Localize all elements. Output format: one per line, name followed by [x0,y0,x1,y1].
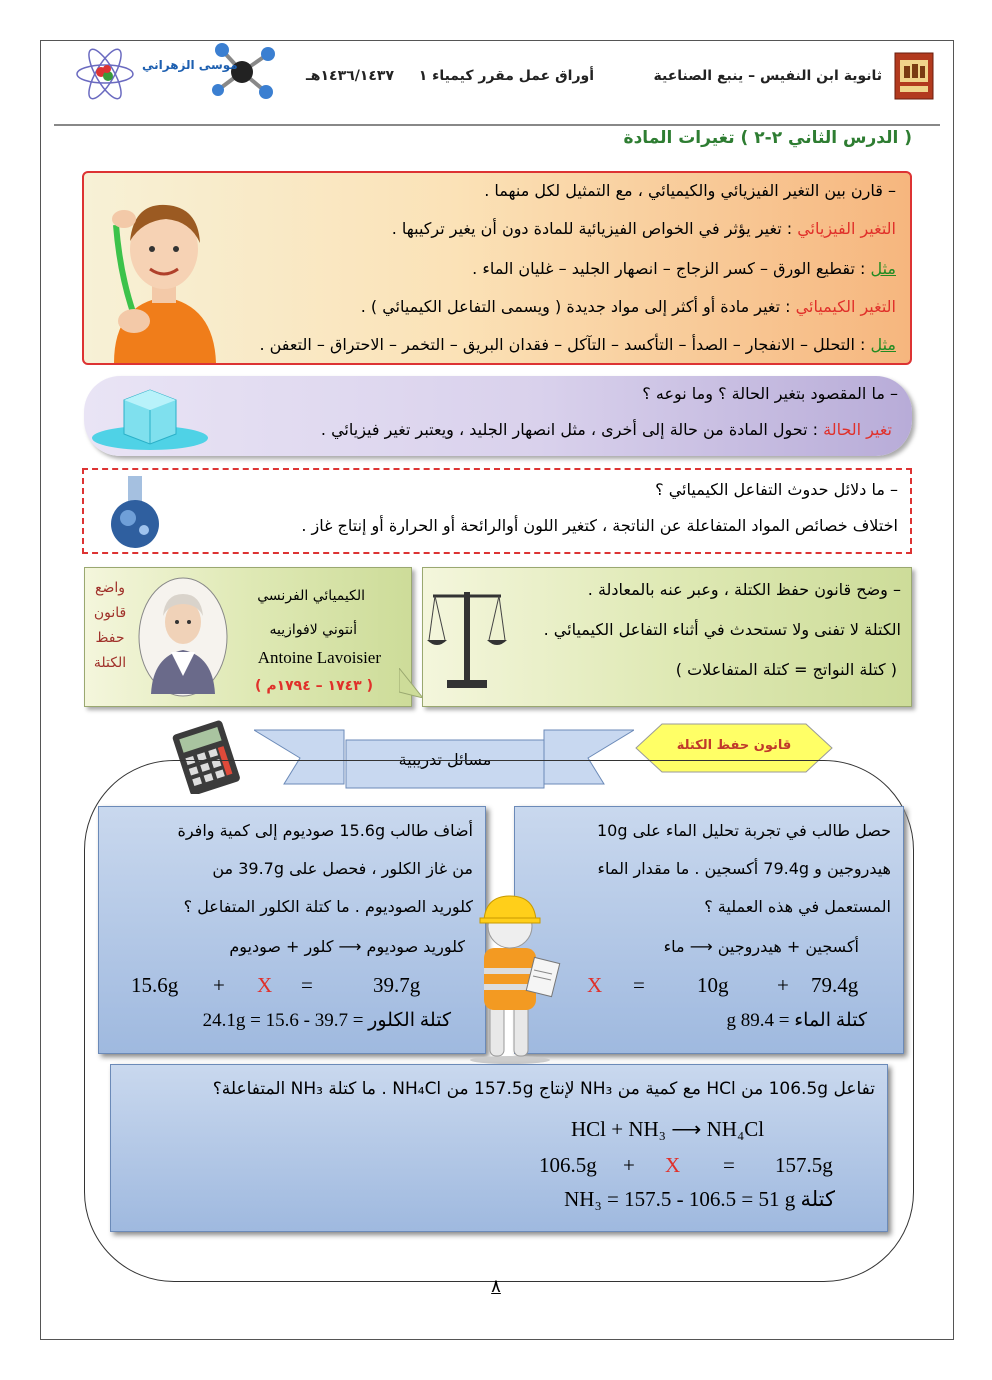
header-author: موسى الزهراني [142,58,238,72]
practice-banner-text: مسائل تدريبية [398,750,492,769]
page-header [54,52,940,124]
side-word-2: قانون [93,605,127,621]
chemical-examples-line [259,335,896,354]
side-word-1: واضع [95,580,125,596]
problem1-box [514,806,904,1054]
school-logo [894,52,934,100]
physical-def: : تغير يؤثر في الخواص الفيزيائية للمادة دون أن يغير تركيبها . [391,219,798,238]
header-divider [54,124,940,126]
problem1-line1: حصل طالب في تجربة تحليل الماء على 10g [597,821,891,840]
atom-icon [74,46,136,102]
callout-tail [399,668,423,698]
law-statement: الكتلة لا تفنى ولا تستحدث في أثناء التفاعل الكيميائي . [543,620,901,639]
lavoisier-box [84,567,412,707]
conservation-law-box [422,567,912,707]
problem1-eq2-a: 79.4g [811,973,859,997]
chemical-examples: : التحلل – الانفجار – الصدأ – التأكسد – التآكل – فقدان البريق – التخمر – الاحتراق – التعفن . [259,335,871,354]
example-label: مثل [870,259,896,278]
boy-slime-illustration [94,185,234,363]
molecule-icon [204,40,280,104]
physical-examples: : تقطيع الورق – كسر الزجاج – انصهار الجليد – غليان الماء . [472,259,871,278]
problem2-eq2-plus: + [213,973,225,997]
problem3-eq1: HCl + NH₃ ⟶ NH₄Cl [571,1117,765,1141]
problem2-eq2-eq: = [301,973,313,997]
state-term: تغير الحالة [823,420,892,439]
problem1-eq2-plus: + [777,973,789,997]
law-equation: ( كتلة النواتج = كتلة المتفاعلات ) [675,660,897,679]
problem2-line3: كلوريد الصوديوم . ما كتلة الكلور المتفاعل ؟ [183,897,473,916]
lesson-title: ( الدرس الثاني ٢-٢ ) تغيرات المادة [623,128,912,148]
reaction-evidence-box [82,468,912,554]
problem2-eq2-a: 39.7g [373,973,421,997]
header-school: ثانوية ابن النفيس – ينبع الصناعية [653,68,882,84]
example-label-2: مثل [870,335,896,354]
problem2-eq2-x: X [257,973,273,997]
problem2-eq2-b: 15.6g [131,973,179,997]
lavoisier-name-en: Antoine Lavoisier [257,648,381,667]
state-question: – ما المقصود بتغير الحالة ؟ وما نوعه ؟ [642,384,898,403]
problem1-eq1: أكسجين + هيدروجين ⟶ ماء [663,937,859,956]
compare-changes-box [82,171,912,365]
law-question: – وضح قانون حفظ الكتلة ، وعبر عنه بالمعادلة . [587,580,901,599]
physical-change-line [392,219,896,238]
state-change-box [84,376,912,456]
physical-examples-line [472,259,896,278]
side-word-3: حفظ [95,630,125,646]
header-year: ١٤٣٦/١٤٣٧هـ [306,68,394,84]
lavoisier-side-text [85,576,135,676]
problem1-line2: هيدروجين و 79.4g أكسجين . ما مقدار الماء [597,859,891,878]
problem2-eq1: كلوريد صوديوم ⟶ كلور + صوديوم [229,937,465,956]
page-number: ٨ [491,1276,501,1297]
balance-scale-icon [427,582,507,694]
problem1-eq2-x: X [587,973,603,997]
side-word-4: الكتلة [93,655,127,671]
problem1-line3: المستعمل في هذه العملية ؟ [704,897,891,916]
law-tag-text: قانون حفظ الكتلة [676,738,792,753]
physical-term: التغير الفيزيائي [797,219,896,238]
state-definition-line [321,420,892,439]
lavoisier-label1: الكيميائي الفرنسي [257,588,365,604]
chemical-change-line [361,297,896,316]
lavoisier-dates: ( ١٧٤٣ – ١٧٩٤م ) [255,678,373,694]
flask-icon [104,474,166,552]
worker-illustration [460,884,568,1064]
problem3-eq3: كتلة NH₃ = 157.5 - 106.5 = 51 g [564,1187,835,1211]
problem2-line2: من غاز الكلور ، فحصل على 39.7g من [212,859,473,878]
problem3-eq2-b: 157.5g [775,1153,833,1177]
lavoisier-portrait [137,576,229,698]
problem3-box [110,1064,888,1232]
problem2-line1: أضاف طالب 15.6g صوديوم إلى كمية وافرة [177,821,473,840]
chemical-term: التغير الكيميائي [795,297,896,316]
problem3-eq2-plus: + [623,1153,635,1177]
problem2-eq3: كتلة الكلور = 39.7 - 15.6 = 24.1g [202,1010,451,1031]
lavoisier-label2: أنتوني لافوازييه [269,622,357,638]
melting-ice-icon [88,380,212,454]
problem2-box [98,806,486,1054]
problem3-eq2-x: X [665,1153,681,1177]
problem3-question: تفاعل 106.5g من HCl مع كمية من NH₃ لإنتاج 157.5g من NH₄Cl . ما كتلة NH₃ المتفاعلة؟ [212,1079,875,1099]
chemical-def: : تغير مادة أو أكثر إلى مواد جديدة ( ويسمى التفاعل الكيميائي ) . [360,297,796,316]
problem3-eq2-eq: = [723,1153,735,1177]
problem1-eq3: كتلة الماء = 89.4 g [726,1010,867,1031]
problem3-eq2-a: 106.5g [539,1153,597,1177]
problem1-eq2-eq: = [633,973,645,997]
problem1-eq2-b: 10g [697,973,729,997]
state-definition: : تحول المادة من حالة إلى أخرى ، مثل انصهار الجليد ، ويعتبر تغير فيزيائي . [320,420,824,439]
compare-question: – قارن بين التغير الفيزيائي والكيميائي ، مع التمثيل لكل منهما . [484,181,896,200]
header-course: أوراق عمل مقرر كيمياء ١ [418,68,594,84]
evidence-answer: اختلاف خصائص المواد المتفاعلة عن الناتجة ، كتغير اللون أوالرائحة أو الحرارة أو إنتاج غاز . [301,516,898,535]
evidence-question: – ما دلائل حدوث التفاعل الكيميائي ؟ [655,480,898,499]
